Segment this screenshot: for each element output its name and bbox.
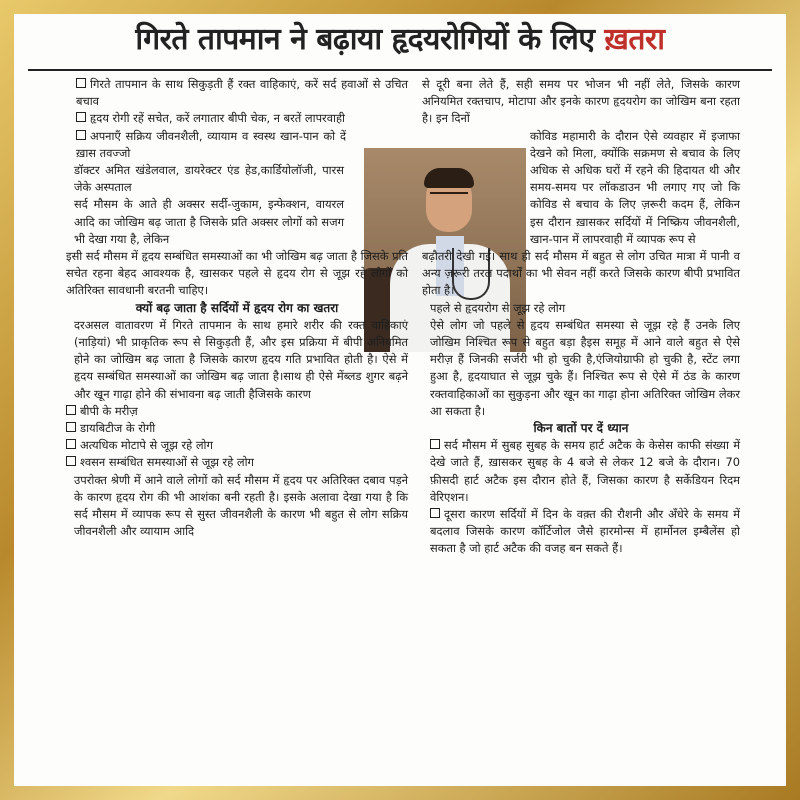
lead-in: पहले से हृदयरोग से जूझ रहे लोग: [430, 300, 566, 315]
checkbox-icon: [66, 405, 76, 415]
subheading-why: क्यों बढ़ जाता है सर्दियों में हृदय रोग का खतरा: [135, 300, 339, 315]
bullet-2: हृदय रोगी रहें सचेत, करें लगातार बीपी चेक, न बरतें लापरवाही: [66, 110, 408, 127]
left-column: [66, 76, 408, 540]
list-item-3: अत्यधिक मोटापे से जूझ रहे लोग: [66, 437, 408, 454]
list-item-2: डायबिटीज के रोगी: [66, 420, 408, 437]
checkbox-icon: [76, 78, 86, 88]
checkbox-icon: [66, 439, 76, 449]
newspaper-clipping: [14, 14, 786, 786]
bullet-3: अपनाएँ सक्रिय जीवनशैली, व्यायाम व स्वस्थ खान-पान को दें ख़ास तवज्जो: [76, 128, 346, 160]
byline: डॉक्टर अमित खंडेलवाल, डायरेक्टर एंड हेड,कार्डियोलॉजी, पारस जेके अस्पताल: [74, 163, 344, 195]
paragraph-1b: इसी सर्द मौसम में हृदय सम्बंधित समस्याओं का भी जोखिम बढ़ जाता है जिसके प्रति सचेत रहना बेहद आवश्यक है, खासकर पहले से हृदय रोग से जूझ रहे लोगों को अतिरिक्त सावधानी बरतनी चाहिए।: [66, 249, 408, 298]
paragraph-1: सर्द मौसम के आते ही अक्सर सर्दी-जुकाम, इन्फेक्शन, वायरल आदि का जोखिम बढ़ जाता है जिसके प्रति अक्सर लोगों को सजग भी देखा गया है, लेकिन: [74, 197, 344, 246]
list-item-4: श्वसन सम्बंधित समस्याओं से जूझ रहे लोग: [66, 454, 408, 471]
headline-rule: [28, 69, 772, 71]
list-item-1: बीपी के मरीज़: [66, 403, 408, 420]
right-paragraph-3: सर्द मौसम में सुबह सुबह के समय हार्ट अटैक के केसेस काफी संख्या में देखे जाते हैं, ख़ासकर सुबह के 4 बजे से लेकर 12 बजे के दौरान। 70 फ़ीसदी हार्ट अटैक इस दौरान होते हैं, जिसका कारण है सर्केडियन रिदम वेरिएशन।: [430, 438, 740, 504]
right-paragraph-1c: बढ़ौतरी देखी गई। साथ ही सर्द मौसम में बहुत से लोग उचित मात्रा में पानी व अन्य ज़रूरी तरल पदार्थों का भी सेवन नहीं करते जिसके कारण बीपी प्रभावित होता है।: [422, 249, 740, 298]
headline-main: गिरते तापमान ने बढ़ाया हृदयरोगियों के लिए: [135, 22, 595, 57]
paragraph-2: दरअसल वातावरण में गिरते तापमान के साथ हमारे शरीर की रक्त वाहिकाएं (नाड़ियां) भी प्राकृतिक रूप से सिकुड़ती हैं, और इस प्रक्रिया में बीपी अनियमित होने का जोखिम बढ़ जाता है जिसके कारण हृदय गति प्रभावित होती है। ऐसे में हृदय सम्बंधित समस्याओं का जोखिम बढ़ जाता है।साथ ही ऐसे मेंब्लड शुगर बढ़ने और खून गाढ़ा होने की संभावना बढ़ जाती हैजिसके कारण: [74, 317, 408, 401]
right-paragraph-1b: कोविड महामारी के दौरान ऐसे व्यवहार में इजाफा देखने को मिला, क्योंकि सक्रमण से बचाव के लिए अधिक से अधिक घरों में रहने की हिदायत थी और समय-समय पर लॉकडाउन भी लगाए गए जो कि कोविड से बचाव के लिए ज़रूरी कदम हैं, लेकिन इस दौरान ख़ासकर सर्दियों में निष्क्रिय जीवनशैली, खान-पान में लापरवाही में व्यापक रूप से: [530, 128, 740, 246]
headline: [14, 14, 786, 66]
checkbox-icon: [76, 130, 86, 140]
right-paragraph-4: दूसरा कारण सर्दियों में दिन के वक़्त की रौशनी और अँधेरे के समय में बदलाव जिसके कारण कॉर्टिजोल जैसे हारमोन्स में हार्मोनल इम्बैलेंस हो सकता है जो हार्ट अटैक की वजह बन सकते हैं।: [430, 507, 740, 556]
paragraph-3: उपरोक्त श्रेणी में आने वाले लोगों को सर्द मौसम में हृदय पर अतिरिक्त दबाव पड़ने के कारण हृदय रोग की भी आशंका बनी रहती है। इसके अलावा देखा गया है कि सर्द मौसम में व्यापक रूप से सुस्त जीवनशैली के कारण भी बहुत से लोग सक्रिय जीवनशैली और व्यायाम आदि: [74, 472, 408, 539]
checkbox-icon: [76, 112, 86, 122]
checkbox-icon: [430, 508, 440, 518]
right-paragraph-1: से दूरी बना लेते हैं, सही समय पर भोजन भी नहीं लेते, जिसके कारण अनियमित रक्तचाप, मोटापा और इनके कारण हृदयरोग का जोखिम बना रहता है। इन दिनों: [422, 77, 740, 126]
subheading-attention: किन बातों पर दें ध्यान: [533, 421, 629, 436]
headline-accent: ख़तरा: [604, 22, 665, 57]
checkbox-icon: [66, 422, 76, 432]
checkbox-icon: [66, 456, 76, 466]
right-column: [422, 76, 740, 558]
right-paragraph-2: ऐसे लोग जो पहले से हृदय सम्बंधित समस्या से जूझ रहे हैं उनके लिए जोखिम निश्चित रूप से बहुत बड़ा हैइस समूह में आने वाले बहुत से ऐसे मरीज़ हैं जिनकी सर्जरी भी हो चुकी है,एंजियोग्राफी हो चुकी है, स्टेंट लगा हुआ है, हृदयाघात से जूझ चुके हैं। निश्चित रूप से ऐसे में ठंड के कारण रक्तवाहिकाओं का सुकुड़ना और खून का गाढ़ा होना अतिरिक्त जोखिम लेकर आ सकता है।: [430, 317, 740, 418]
checkbox-icon: [430, 439, 440, 449]
bullet-1: गिरते तापमान के साथ सिकुड़ती हैं रक्त वाहिकाएं, करें सर्द हवाओं से उचित बचाव: [76, 77, 408, 109]
